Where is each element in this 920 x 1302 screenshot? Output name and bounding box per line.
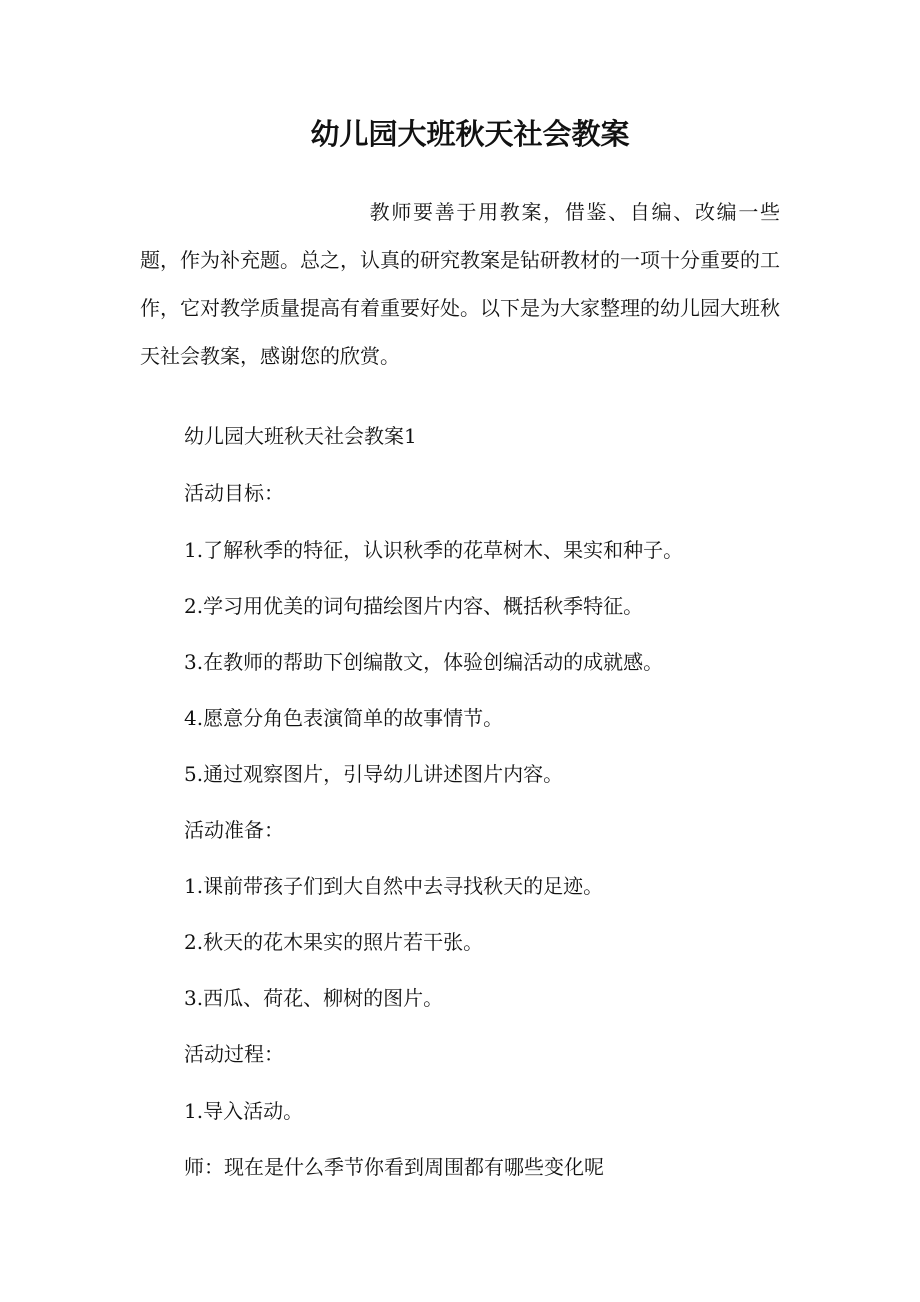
preparation-item: 3.西瓜、荷花、柳树的图片。	[184, 986, 444, 1010]
preparation-heading: 活动准备：	[184, 818, 284, 842]
goals-heading: 活动目标：	[184, 481, 284, 505]
intro-text: 教师要善于用教案，借鉴、自编、改编一些题，作为补充题。总之，认真的研究教案是钻研教材的一项十分重要的工作，它对教学质量提高有着重要好处。以下是为大家整理的幼儿园大班秋天社会教案，感谢您的欣赏。	[140, 200, 780, 368]
goal-item: 2.学习用优美的词句描绘图片内容、概括秋季特征。	[184, 594, 644, 618]
teacher-dialogue: 师：现在是什么季节你看到周围都有哪些变化呢	[184, 1155, 604, 1179]
goal-item: 1.了解秋季的特征，认识秋季的花草树木、果实和种子。	[184, 538, 684, 562]
intro-paragraph	[140, 188, 780, 380]
process-heading: 活动过程：	[184, 1042, 284, 1066]
preparation-item: 1.课前带孩子们到大自然中去寻找秋天的足迹。	[184, 874, 604, 898]
document-title: 幼儿园大班秋天社会教案	[310, 117, 630, 151]
goal-item: 4.愿意分角色表演简单的故事情节。	[184, 706, 504, 730]
process-item: 1.导入活动。	[184, 1099, 304, 1123]
section-heading: 幼儿园大班秋天社会教案1	[184, 424, 417, 448]
goal-item: 5.通过观察图片，引导幼儿讲述图片内容。	[184, 762, 564, 786]
preparation-item: 2.秋天的花木果实的照片若干张。	[184, 930, 484, 954]
goal-item: 3.在教师的帮助下创编散文，体验创编活动的成就感。	[184, 650, 664, 674]
